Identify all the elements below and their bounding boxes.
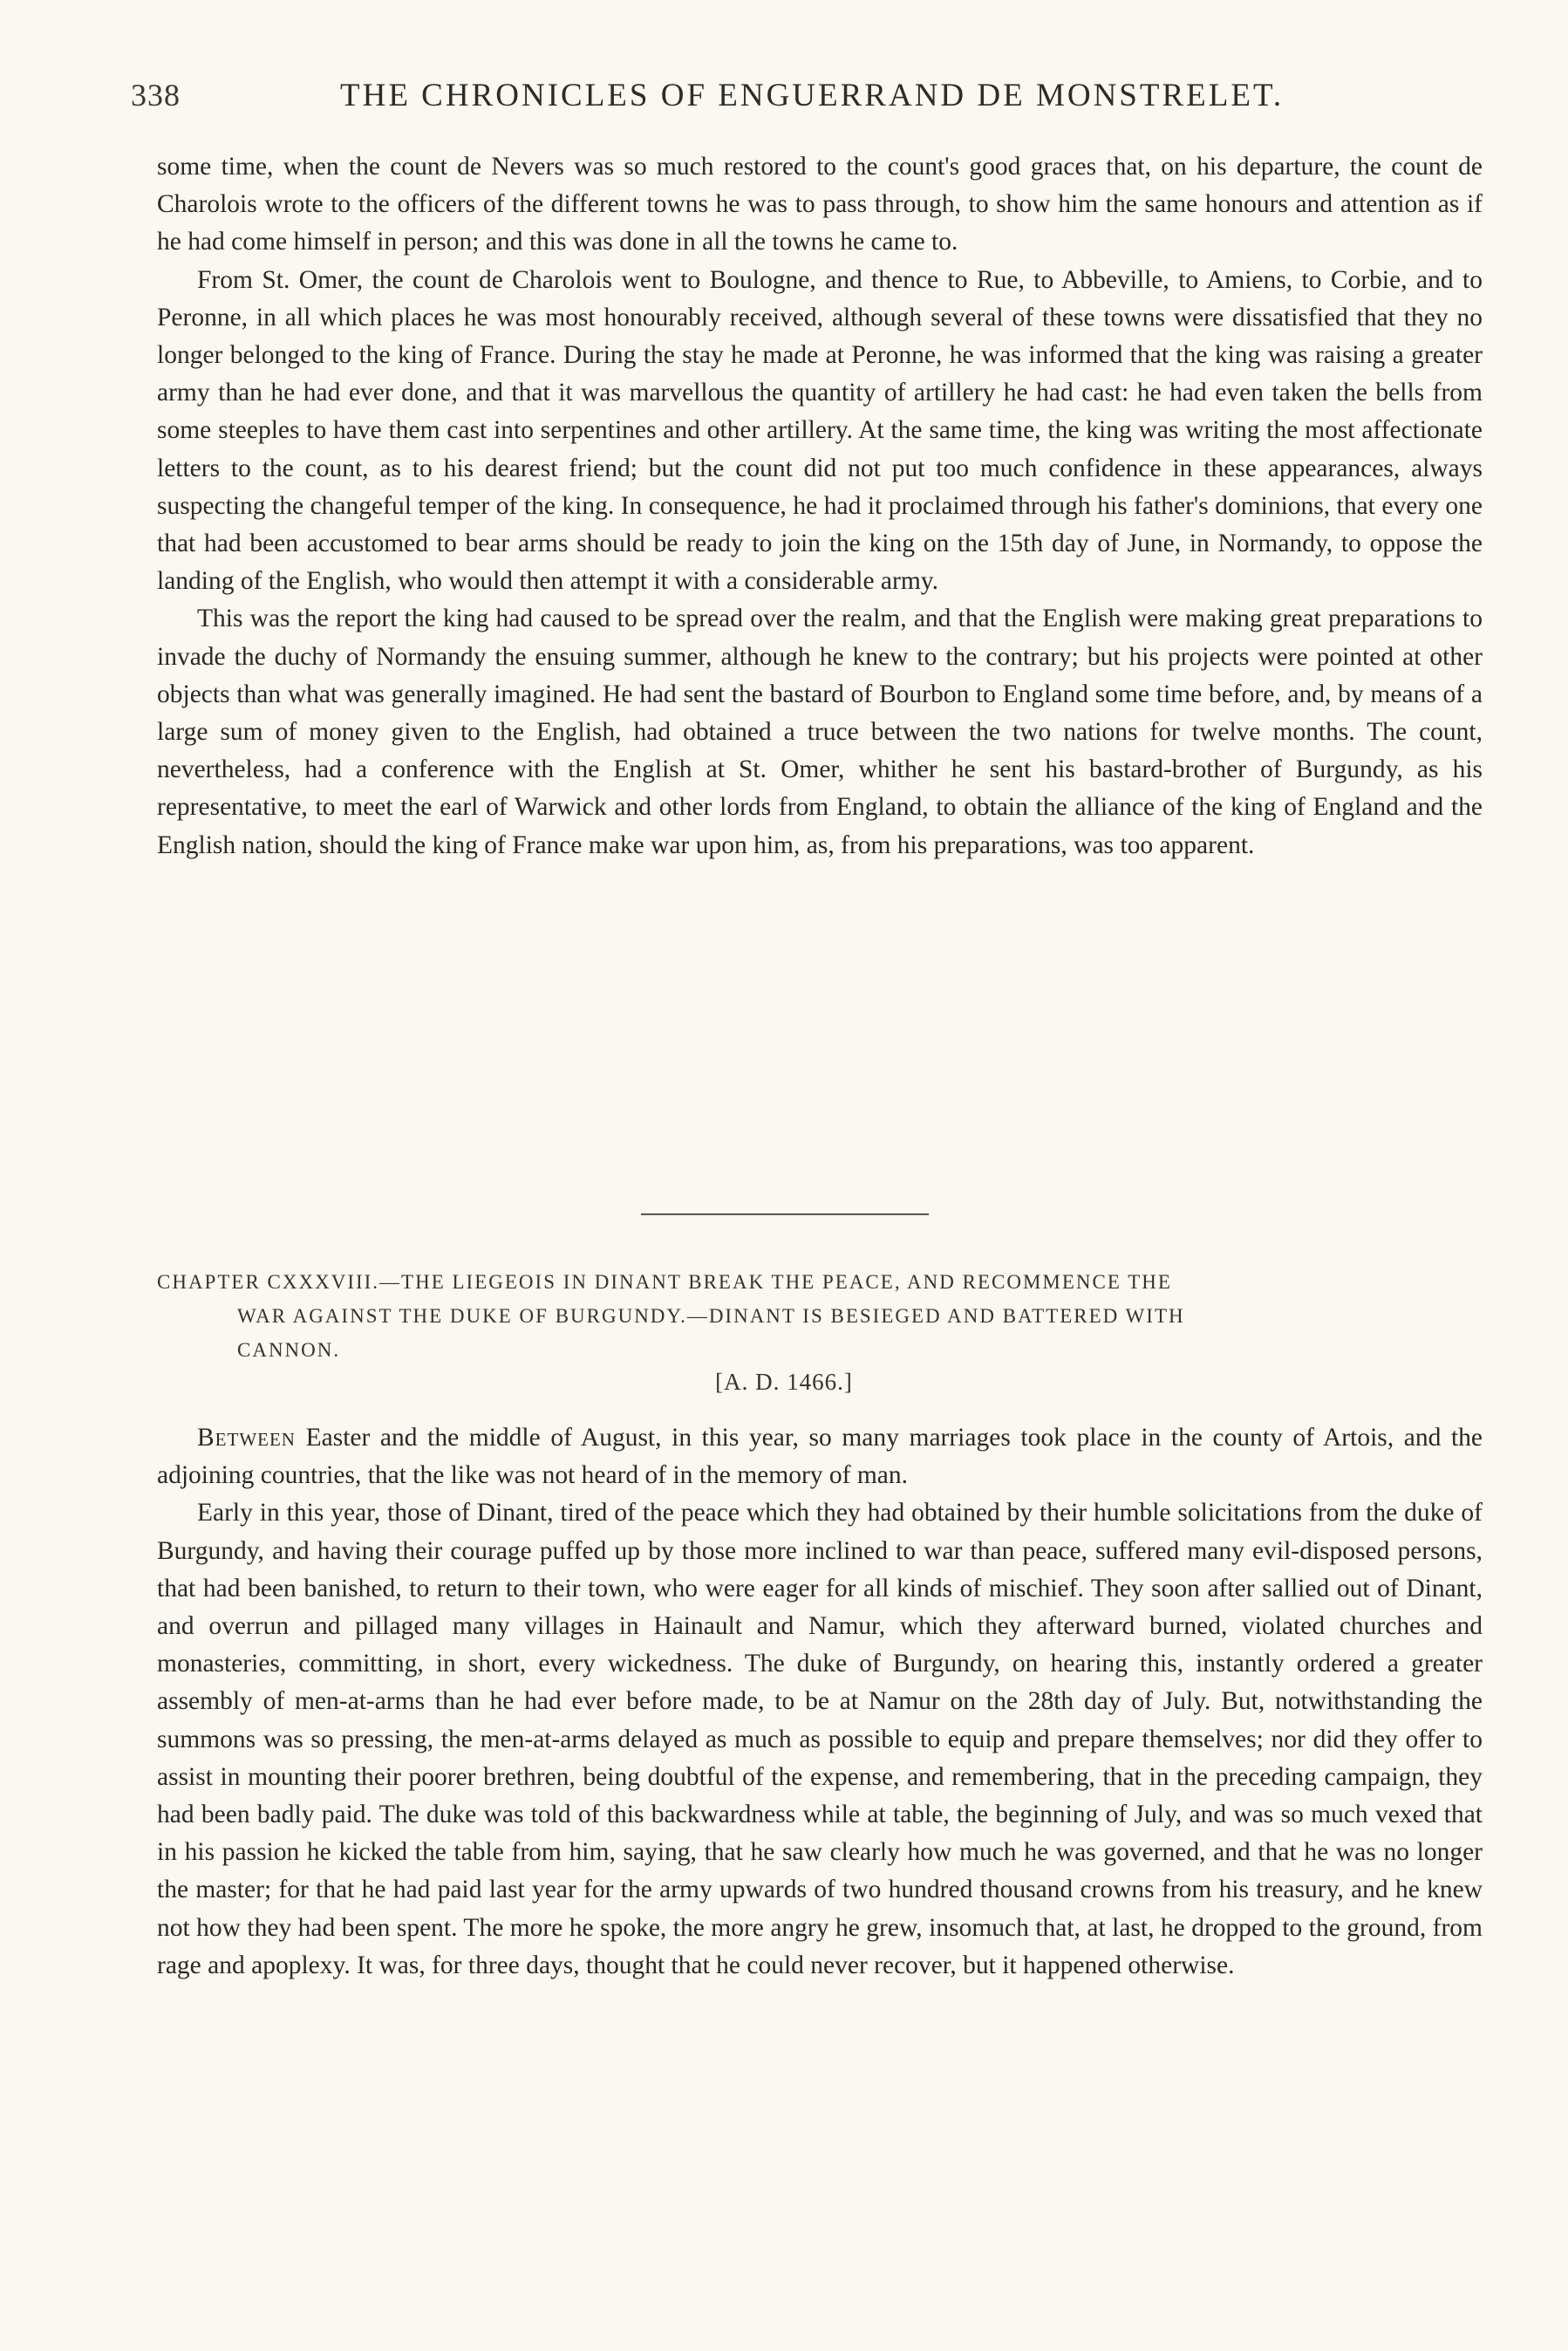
paragraph-text: Easter and the middle of August, in this year, so many marriages took place in the county of Artois, and the adjoining countries, that the like was not heard of in the memory of man. xyxy=(157,1424,1483,1490)
section-divider xyxy=(641,1213,929,1215)
paragraph: Early in this year, those of Dinant, tired of the peace which they had obtained by their humble solicitations from the duke of Burgundy, and having their courage puffed up by those more inclined to war than peace, suffered many evil-disposed persons, that had been banished, to return to their town, who were eager for all kinds of mischief. They soon after sallied out of Dinant, and overrun and pillaged many villages in Hainault and Namur, which they afterward burned, violated churches and monasteries, committing, in short, every wickedness. The duke of Burgundy, on hearing this, instantly ordered a greater assembly of men-at-arms than he had ever before made, to be at Namur on the 28th day of July. But, notwithstanding the summons was so pressing, the men-at-arms delayed as much as possible to equip and prepare themselves; nor did they offer to assist in mounting their poorer brethren, being doubtful of the expense, and remembering, that in the preceding campaign, they had been badly paid. The duke was told of this backwardness while at table, the beginning of July, and was so much vexed that in his passion he kicked the table from him, saying, that he saw clearly how much he was governed, and that he was no longer the master; for that he had paid last year for the army upwards of two hundred thousand crowns from his treasury, and he knew not how they had been spent. The more he spoke, the more angry he grew, insomuch that, at last, he dropped to the ground, from rage and apoplexy. It was, for three days, thought that he could never recover, but it happened otherwise. xyxy=(157,1499,1483,1979)
chapter-text-block xyxy=(157,1419,1483,1985)
running-head xyxy=(131,77,1483,120)
drop-word: Between xyxy=(197,1424,296,1452)
paragraph xyxy=(157,1419,1483,1494)
chapter-heading-line: WAR AGAINST THE DUKE OF BURGUNDY.—DINANT IS BESIEGED AND BATTERED WITH xyxy=(237,1305,1185,1327)
running-title: THE CHRONICLES OF ENGUERRAND DE MONSTRELET. xyxy=(340,78,1285,113)
chapter-heading-line: CANNON. xyxy=(237,1339,341,1361)
top-text-block xyxy=(157,148,1483,865)
chapter-heading xyxy=(157,1265,1483,1367)
chapter-heading-line: CHAPTER CXXXVIII.—THE LIEGEOIS IN DINANT BREAK THE PEACE, AND RECOMMENCE THE xyxy=(157,1271,1172,1293)
paragraph: some time, when the count de Nevers was so much restored to the count's good graces that, on his departure, the count de Charolois wrote to the officers of the different towns he was to pass through, to show him the same honours and attention as if he had come himself in person; and this was done in all the towns he came to. xyxy=(157,153,1483,256)
paragraph: This was the report the king had caused to be spread over the realm, and that the English were making great preparations to invade the duchy of Normandy the ensuing summer, although he knew to the contrary; but his projects were pointed at other objects than what was generally imagined. He had sent the bastard of Bourbon to England some time before, and, by means of a large sum of money given to the English, had obtained a truce between the two nations for twelve months. The count, nevertheless, had a conference with the English at St. Omer, whither he sent his bastard-brother of Burgundy, as his representative, to meet the earl of Warwick and other lords from England, to obtain the alliance of the king of England and the English nation, should the king of France make war upon him, as, from his preparations, was too apparent. xyxy=(157,605,1483,859)
chapter-date: [A. D. 1466.] xyxy=(715,1369,853,1395)
page-number: 338 xyxy=(131,78,181,113)
paragraph: From St. Omer, the count de Charolois went to Boulogne, and thence to Rue, to Abbeville, to Amiens, to Corbie, and to Peronne, in all which places he was most honourably received, although several of these towns were dissatisfied that they no longer belonged to the king of France. During the stay he made at Peronne, he was informed that the king was raising a greater army than he had ever done, and that it was marvellous the quantity of artillery he had cast: he had even taken the bells from some steeples to have them cast into serpentines and other artillery. At the same time, the king was writing the most affectionate letters to the count, as to his dearest friend; but the count did not put too much confidence in these appearances, always suspecting the changeful temper of the king. In consequence, he had it proclaimed through his father's dominions, that every one that had been accustomed to bear arms should be ready to join the king on the 15th day of June, in Normandy, to oppose the landing of the English, who would then attempt it with a considerable army. xyxy=(157,265,1483,596)
